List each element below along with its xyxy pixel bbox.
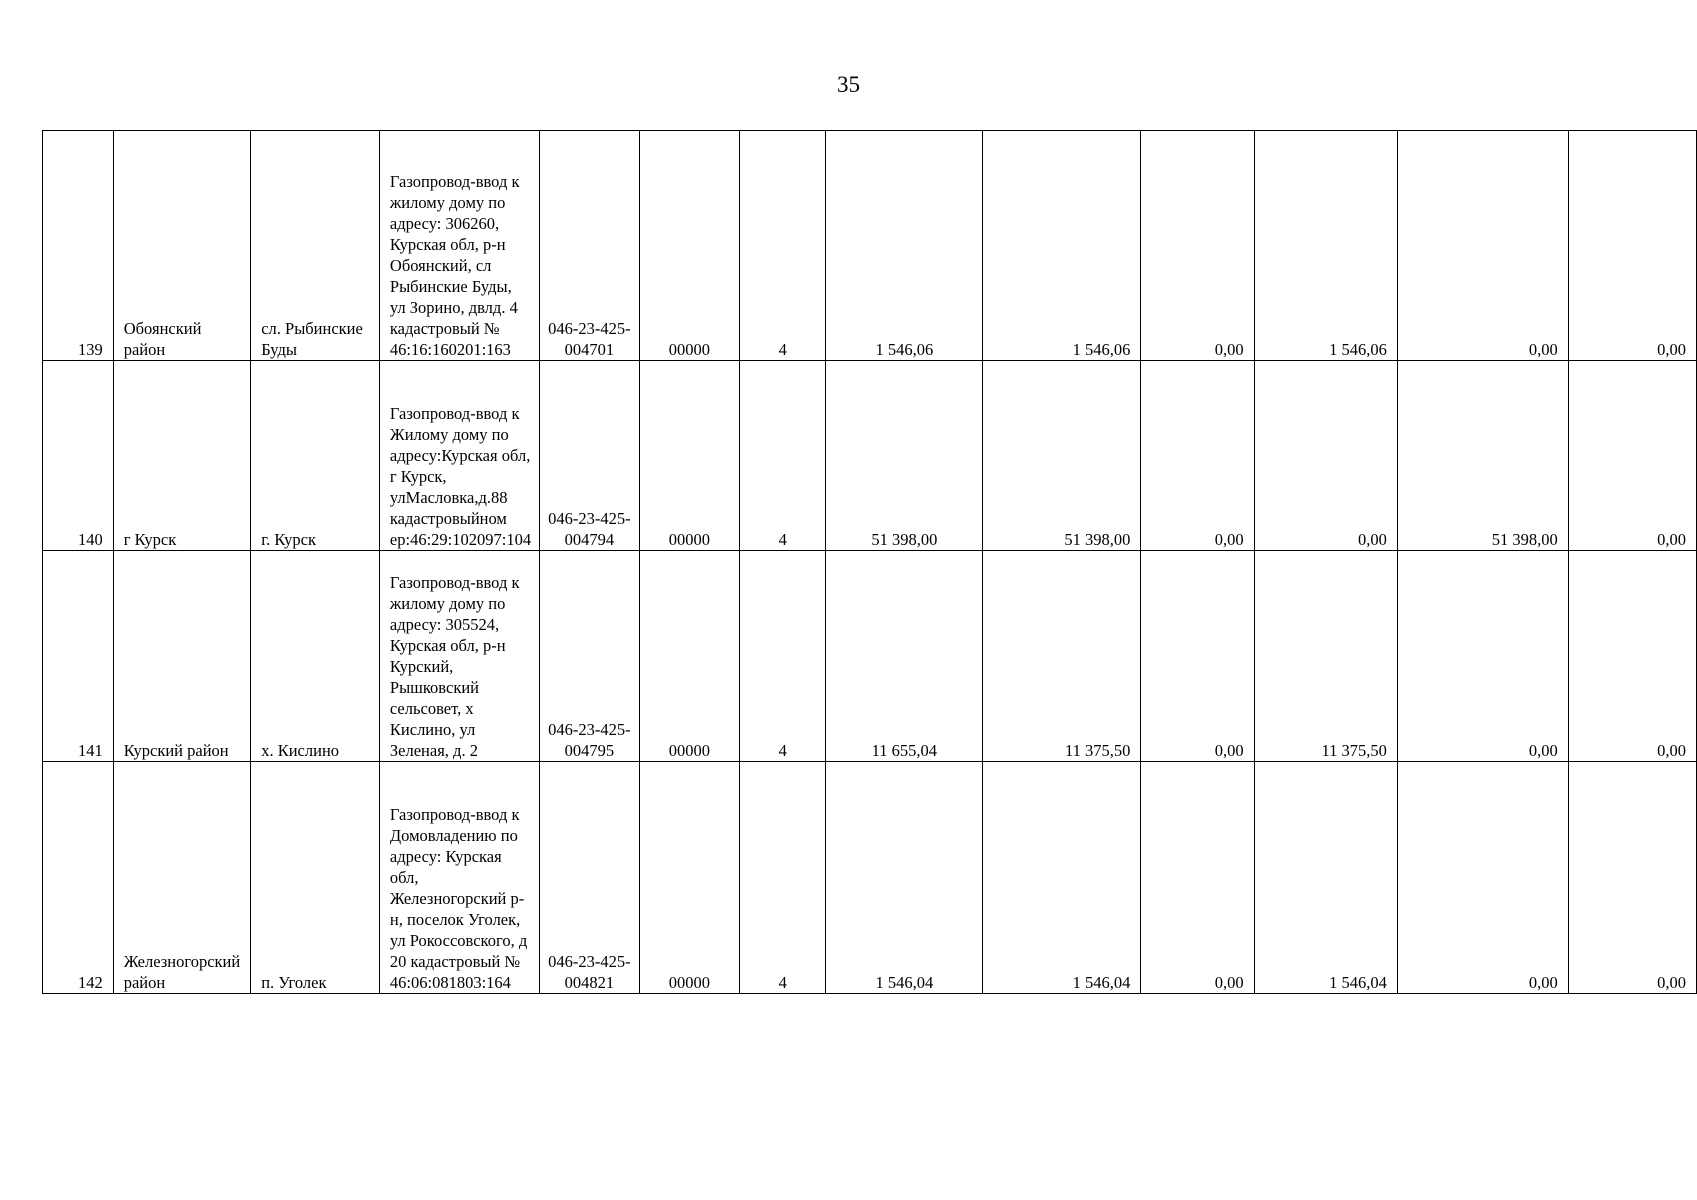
group-cell: 4 xyxy=(740,762,826,994)
value-cell-1: 51 398,00 xyxy=(826,361,983,551)
value-cell-3: 0,00 xyxy=(1141,762,1254,994)
value-cell-3: 0,00 xyxy=(1141,361,1254,551)
page-number: 35 xyxy=(837,72,860,97)
description-cell: Газопровод-ввод к жилому дому по адресу: 305524, Курская обл, р-н Курский, Рышковский сельсовет, х Кислино, ул Зеленая, д. 2 xyxy=(379,551,539,762)
value-cell-6: 0,00 xyxy=(1568,361,1696,551)
settlement-cell: г. Курск xyxy=(251,361,380,551)
row-number: 139 xyxy=(43,131,114,361)
table-row xyxy=(43,131,1697,361)
inventory-number-cell: 046-23-425-004794 xyxy=(540,361,640,551)
settlement-cell: п. Уголек xyxy=(251,762,380,994)
value-cell-1: 11 655,04 xyxy=(826,551,983,762)
inventory-number-cell: 046-23-425-004795 xyxy=(540,551,640,762)
code-cell: 00000 xyxy=(639,131,739,361)
group-cell: 4 xyxy=(740,361,826,551)
settlement-cell: х. Кислино xyxy=(251,551,380,762)
value-cell-5: 0,00 xyxy=(1397,762,1568,994)
settlement-cell: сл. Рыбинские Буды xyxy=(251,131,380,361)
value-cell-6: 0,00 xyxy=(1568,551,1696,762)
description-cell: Газопровод-ввод к Домовладению по адресу: Курская обл, Железногорский р-н, поселок Уголек, ул Рокоссовского, д 20 кадастровый № 46:06:081803:164 xyxy=(379,762,539,994)
row-number: 140 xyxy=(43,361,114,551)
value-cell-1: 1 546,06 xyxy=(826,131,983,361)
district-cell: г Курск xyxy=(113,361,250,551)
value-cell-1: 1 546,04 xyxy=(826,762,983,994)
value-cell-4: 0,00 xyxy=(1254,361,1397,551)
value-cell-4: 1 546,04 xyxy=(1254,762,1397,994)
code-cell: 00000 xyxy=(639,551,739,762)
asset-table xyxy=(42,130,1697,994)
inventory-number-cell: 046-23-425-004821 xyxy=(540,762,640,994)
description-cell: Газопровод-ввод к жилому дому по адресу: 306260, Курская обл, р-н Обоянский, сл Рыбинские Буды, ул Зорино, двлд. 4 кадастровый № 46:16:160201:163 xyxy=(379,131,539,361)
table-row xyxy=(43,361,1697,551)
district-cell: Курский район xyxy=(113,551,250,762)
value-cell-2: 11 375,50 xyxy=(983,551,1141,762)
row-number: 142 xyxy=(43,762,114,994)
value-cell-2: 1 546,04 xyxy=(983,762,1141,994)
table-row xyxy=(43,762,1697,994)
group-cell: 4 xyxy=(740,131,826,361)
table-row xyxy=(43,551,1697,762)
value-cell-5: 0,00 xyxy=(1397,551,1568,762)
value-cell-6: 0,00 xyxy=(1568,131,1696,361)
group-cell: 4 xyxy=(740,551,826,762)
value-cell-3: 0,00 xyxy=(1141,131,1254,361)
code-cell: 00000 xyxy=(639,762,739,994)
value-cell-5: 51 398,00 xyxy=(1397,361,1568,551)
value-cell-2: 1 546,06 xyxy=(983,131,1141,361)
value-cell-6: 0,00 xyxy=(1568,762,1696,994)
value-cell-4: 1 546,06 xyxy=(1254,131,1397,361)
value-cell-2: 51 398,00 xyxy=(983,361,1141,551)
row-number: 141 xyxy=(43,551,114,762)
value-cell-5: 0,00 xyxy=(1397,131,1568,361)
district-cell: Железногорский район xyxy=(113,762,250,994)
value-cell-3: 0,00 xyxy=(1141,551,1254,762)
value-cell-4: 11 375,50 xyxy=(1254,551,1397,762)
description-cell: Газопровод-ввод к Жилому дому по адресу:Курская обл, г Курск, улМасловка,д.88 кадастровыйном ер:46:29:102097:104 xyxy=(379,361,539,551)
code-cell: 00000 xyxy=(639,361,739,551)
inventory-number-cell: 046-23-425-004701 xyxy=(540,131,640,361)
district-cell: Обоянский район xyxy=(113,131,250,361)
